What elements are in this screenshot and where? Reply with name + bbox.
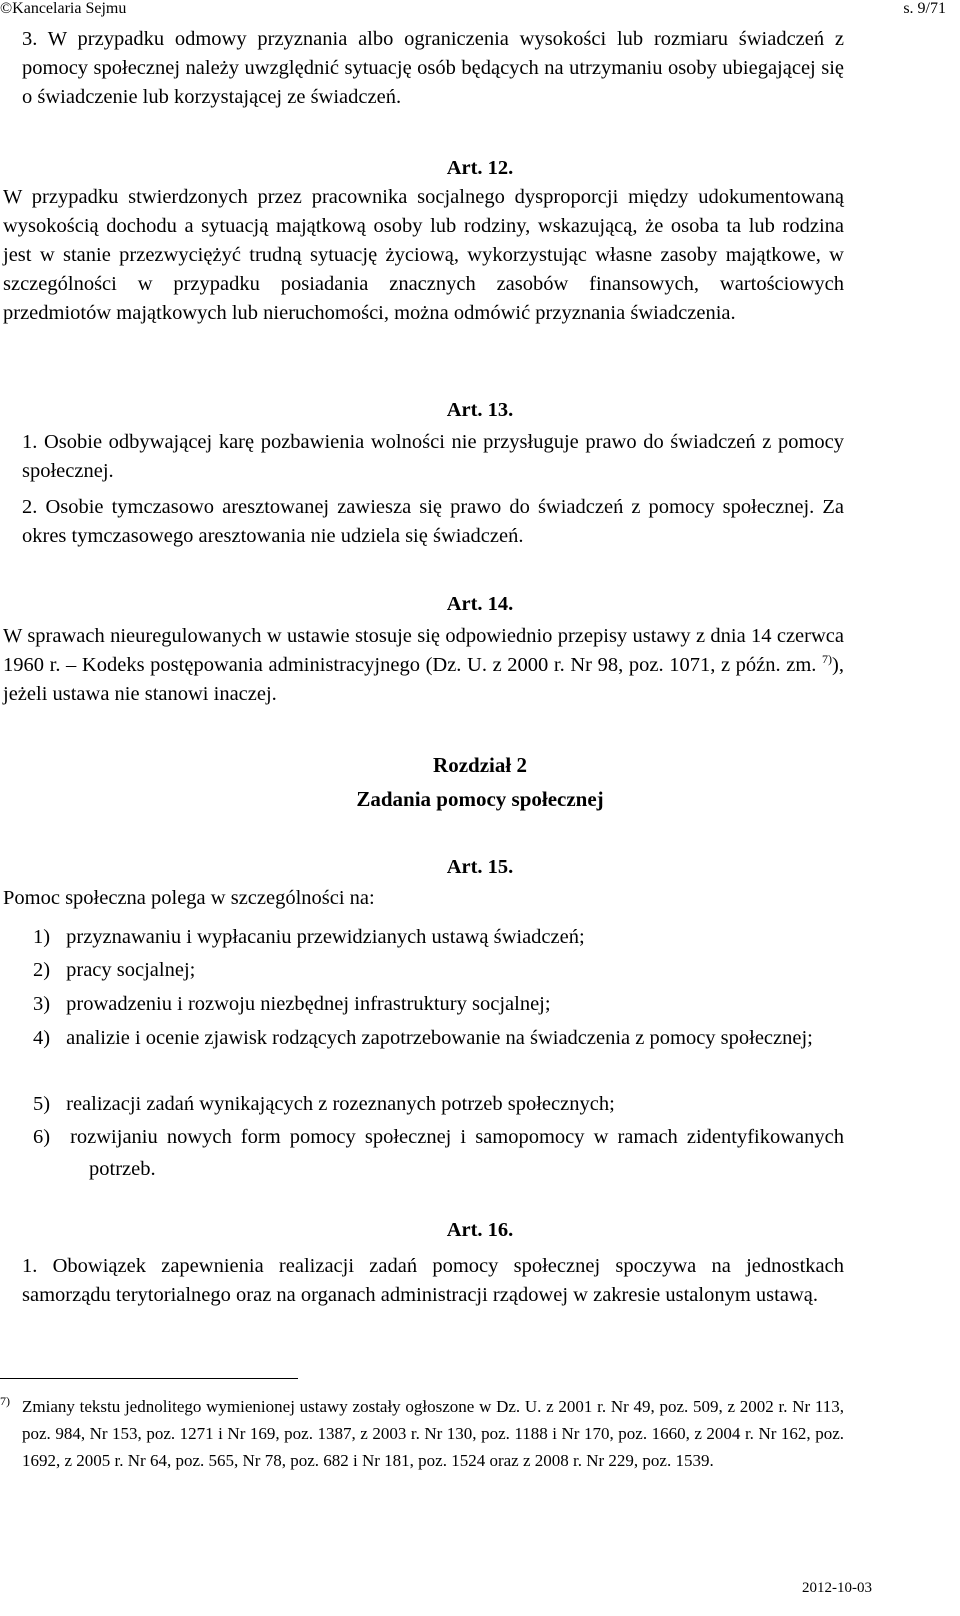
chapter-title: Zadania pomocy społecznej (356, 787, 604, 811)
footnote-text: Zmiany tekstu jednolitego wymienionej ustawy zostały ogłoszone w Dz. U. z 2001 r. Nr 49, poz. 509, z 2002 r. Nr 113, poz. 984, Nr 153, poz. 1271 i Nr 169, poz. 1387, z 2003 r. Nr 130, poz. 1188 i Nr 170, poz. 1660, z 2004 r. Nr 162, poz. 1692, z 2005 r. Nr 64, poz. 565, Nr 78, poz. 682 i Nr 181, poz. 1524 oraz z 2008 r. Nr 229, poz. 1539. (22, 1397, 844, 1470)
list-item: 5) realizacji zadań wynikających z rozeznanych potrzeb społecznych; (33, 1093, 615, 1115)
art12-text: W przypadku stwierdzonych przez pracownika socjalnego dysproporcji między udokumentowaną wysokością dochodu a sytuacją majątkową osoby lub rodziny, wskazującą, że osoba ta lub rodzina jest w stanie przezwyciężyć trudną sytuację życiową, wykorzystując własne zasoby majątkowe, w szczególności w przypadku posiadania znacznych zasobów finansowych, wartościowych przedmiotów majątkowych lub nieruchomości, można odmówić przyznania świadczenia. (3, 186, 844, 324)
list-item: 1) przyznawaniu i wypłacaniu przewidzianych ustawą świadczeń; (33, 926, 585, 948)
header-copyright: ©Kancelaria Sejmu (0, 0, 127, 17)
list-item: 4) analizie i ocenie zjawisk rodzących zapotrzebowanie na świadczenia z pomocy społecznej; (33, 1027, 813, 1049)
list-item: 2) pracy socjalnej; (33, 959, 196, 981)
document-date: 2012-10-03 (802, 1580, 872, 1596)
art11-paragraph-3: 3. W przypadku odmowy przyznania albo ograniczenia wysokości lub rozmiaru świadczeń z pomocy społecznej należy uwzględnić sytuację osób będących na utrzymaniu osoby ubiegającej się o świadczenie lub korzystającej ze świadczeń. (22, 28, 844, 108)
art14-heading: Art. 14. (446, 593, 514, 615)
art16-paragraph-1: 1. Obowiązek zapewnienia realizacji zadań pomocy społecznej spoczywa na jednostkach samorządu terytorialnego oraz na organach administracji rządowej w zakresie ustalonym ustawą. (22, 1255, 844, 1306)
list-item-text: realizacji zadań wynikających z rozeznanych potrzeb społecznych; (66, 1093, 615, 1115)
list-item-text: rozwijaniu nowych form pomocy społecznej i samopomocy w ramach zidentyfikowanych potrzeb. (70, 1126, 844, 1180)
art13-paragraph-1: 1. Osobie odbywającej karę pozbawienia wolności nie przysługuje prawo do świadczeń z pomocy społecznej. (22, 431, 844, 482)
art13-heading: Art. 13. (446, 399, 514, 421)
art12-heading: Art. 12. (446, 157, 514, 179)
art14-text-before: W sprawach nieuregulowanych w ustawie stosuje się odpowiednio przepisy ustawy z dnia 14 czerwca 1960 r. – Kodeks postępowania administracyjnego (Dz. U. z 2000 r. Nr 98, poz. 1071, z późn. zm. (3, 625, 844, 676)
art14-text-after: ), jeżeli ustawa nie stanowi inaczej. (3, 654, 844, 705)
art16-heading: Art. 16. (446, 1219, 514, 1241)
list-item: 3) prowadzeniu i rozwoju niezbędnej infrastruktury socjalnej; (33, 993, 551, 1015)
list-item-text: przyznawaniu i wypłacaniu przewidzianych ustawą świadczeń; (66, 926, 585, 948)
art13-paragraph-2: 2. Osobie tymczasowo aresztowanej zawiesza się prawo do świadczeń z pomocy społecznej. Za okres tymczasowego aresztowania nie udziela się świadczeń. (22, 496, 844, 547)
footnote-mark: 7) (0, 1394, 10, 1408)
header-page-number: s. 9/71 (903, 0, 946, 17)
art15-heading: Art. 15. (446, 856, 514, 878)
footnote-separator (0, 1378, 298, 1379)
list-item-text: analizie i ocenie zjawisk rodzących zapotrzebowanie na świadczenia z pomocy społecznej; (66, 1027, 813, 1049)
footnote-reference[interactable]: 7) (822, 652, 833, 667)
chapter-number: Rozdział 2 (433, 753, 527, 777)
list-item: 6) rozwijaniu nowych form pomocy społecznej i samopomocy w ramach zidentyfikowanych potrzeb. (33, 1126, 844, 1180)
list-item-text: pracy socjalnej; (66, 959, 196, 981)
art15-intro: Pomoc społeczna polega w szczególności na: (3, 887, 375, 909)
list-item-text: prowadzeniu i rozwoju niezbędnej infrastruktury socjalnej; (66, 993, 551, 1015)
art14-text (3, 622, 844, 709)
